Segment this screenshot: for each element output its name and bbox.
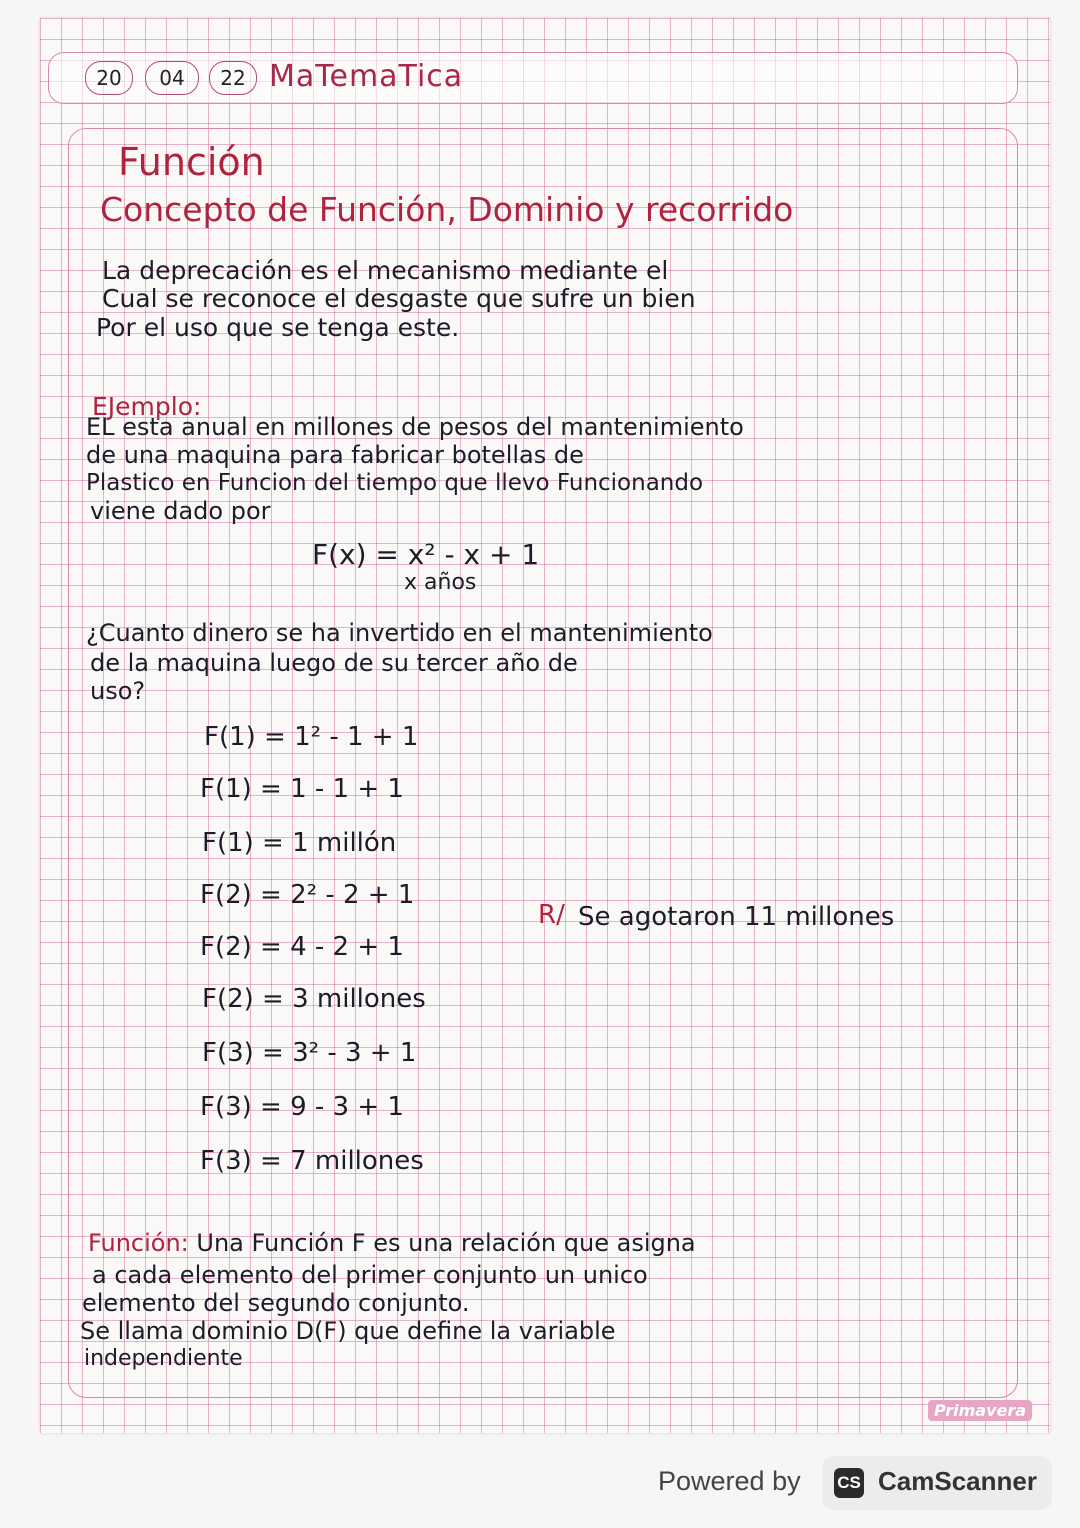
calculation-line: F(1) = 1 - 1 + 1 bbox=[200, 774, 404, 804]
primavera-logo: Primavera bbox=[928, 1400, 1032, 1421]
example-line: EL esta anual en millones de pesos del mantenimiento bbox=[86, 413, 744, 441]
function-def-label: Función: bbox=[88, 1229, 189, 1257]
page-title: Función bbox=[118, 140, 265, 184]
page-subtitle: Concepto de Función, Dominio y recorrido bbox=[100, 190, 794, 229]
question-line: uso? bbox=[90, 677, 146, 705]
function-def-line: a cada elemento del primer conjunto un unico bbox=[92, 1261, 648, 1289]
example-line: Plastico en Funcion del tiempo que llevo Funcionando bbox=[86, 470, 704, 496]
calculation-line: F(1) = 1 millón bbox=[202, 828, 397, 858]
example-line: viene dado por bbox=[90, 497, 271, 525]
example-heading: EJemplo: bbox=[92, 392, 202, 421]
date-day: 20 bbox=[85, 61, 133, 95]
definition-line: Cual se reconoce el desgaste que sufre un bien bbox=[102, 284, 696, 313]
function-def-line: independiente bbox=[84, 1346, 243, 1371]
function-def-line: Se llama dominio D(F) que define la variable bbox=[80, 1317, 616, 1345]
answer-label: R/ bbox=[538, 900, 565, 930]
calculation-line: F(2) = 4 - 2 + 1 bbox=[200, 932, 404, 962]
question-line: de la maquina luego de su tercer año de bbox=[90, 649, 578, 677]
calculation-line: F(3) = 7 millones bbox=[200, 1146, 424, 1176]
powered-by-text: Powered by bbox=[658, 1466, 801, 1496]
date-year: 22 bbox=[209, 61, 257, 95]
calculation-line: F(3) = 9 - 3 + 1 bbox=[200, 1092, 404, 1122]
subject-title: MaTemaTica bbox=[269, 59, 464, 94]
calculation-line: F(1) = 1² - 1 + 1 bbox=[204, 722, 419, 752]
date-header bbox=[48, 52, 1018, 104]
answer-text: Se agotaron 11 millones bbox=[578, 902, 895, 932]
calculation-line: F(2) = 2² - 2 + 1 bbox=[200, 880, 415, 910]
camscanner-icon: CS bbox=[834, 1468, 864, 1498]
function-def-line: Una Función F es una relación que asigna bbox=[188, 1229, 696, 1257]
calculation-line: F(3) = 3² - 3 + 1 bbox=[202, 1038, 417, 1068]
function-def-line: elemento del segundo conjunto. bbox=[82, 1289, 470, 1317]
date-month: 04 bbox=[145, 61, 199, 95]
calculation-line: F(2) = 3 millones bbox=[202, 984, 426, 1014]
example-line: de una maquina para fabricar botellas de bbox=[86, 441, 584, 469]
definition-line: Por el uso que se tenga este. bbox=[96, 313, 460, 342]
formula-unit: x años bbox=[404, 570, 477, 595]
cost-formula: F(x) = x² - x + 1 bbox=[312, 538, 540, 571]
camscanner-name: CamScanner bbox=[878, 1466, 1037, 1496]
definition-line: La deprecación es el mecanismo mediante el bbox=[102, 256, 669, 285]
question-line: ¿Cuanto dinero se ha invertido en el mantenimiento bbox=[86, 619, 713, 647]
camscanner-badge bbox=[822, 1456, 1052, 1510]
